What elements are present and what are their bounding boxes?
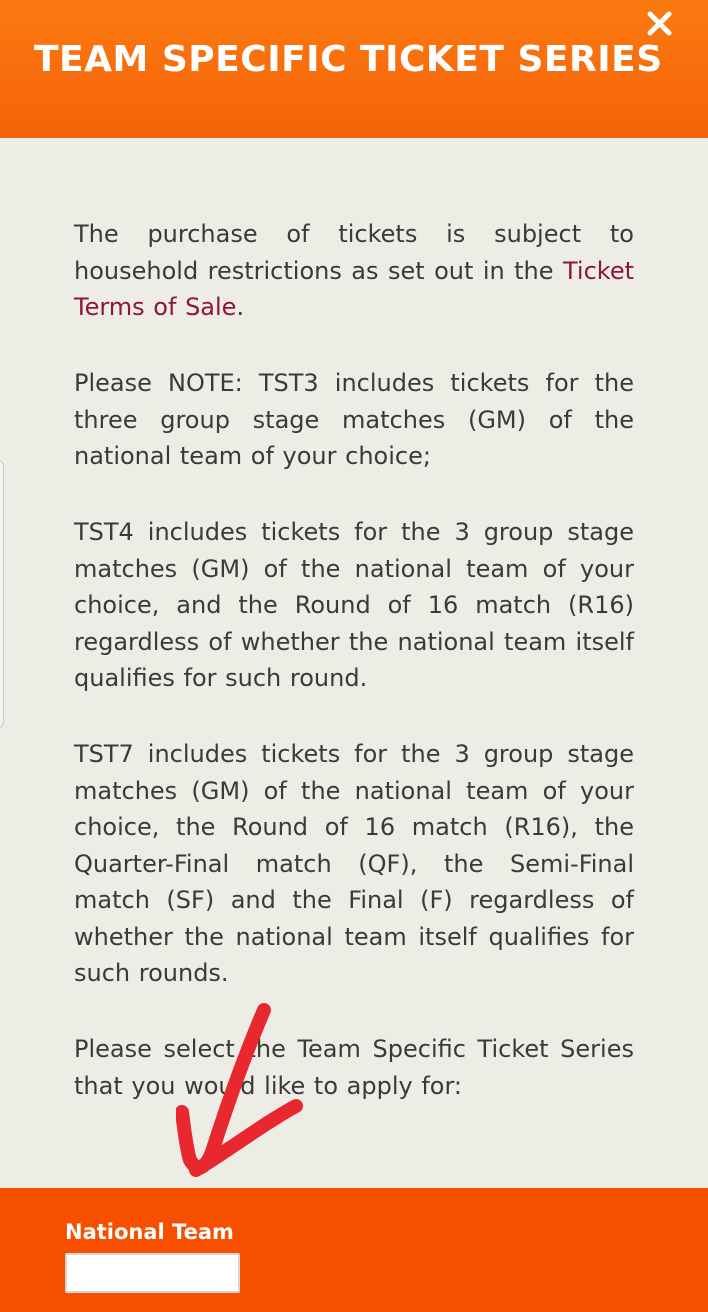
modal-header (0, 0, 708, 138)
modal-title: TEAM SPECIFIC TICKET SERIES (34, 39, 663, 80)
tst4-text: TST4 includes tickets for the 3 group stage matches (GM) of the national team of your choice, and the Round of 16 match (R16) regardless of whether the national team itself qualifies for such round. (74, 518, 634, 692)
p1-text: The purchase of tickets is subject to household restrictions as set out in the (74, 220, 634, 285)
ticket-terms-link[interactable]: Ticket Terms of Sale (74, 256, 634, 321)
scroll-handle[interactable] (0, 460, 4, 728)
close-button[interactable] (640, 4, 680, 44)
tst3-note-text: Please NOTE: TST3 includes tickets for the three group stage matches (GM) of the national team of your choice; (74, 369, 634, 470)
select-series-prompt: Please select the Team Specific Ticket Series that you would like to apply for: (74, 1035, 634, 1100)
close-icon (640, 4, 680, 44)
household-restrictions-text (74, 216, 634, 326)
p1-period: . (236, 293, 245, 321)
tst7-text: TST7 includes tickets for the 3 group stage matches (GM) of the national team of your choice, the Round of 16 match (R16), the Quarter-Final match (QF), the Semi-Final match (SF) and the Final (F) regardless of whether the national team itself qualifies for such rounds. (74, 740, 634, 987)
national-team-label: National Team (65, 1220, 234, 1244)
form-footer (0, 1188, 708, 1312)
national-team-input[interactable] (65, 1253, 240, 1293)
